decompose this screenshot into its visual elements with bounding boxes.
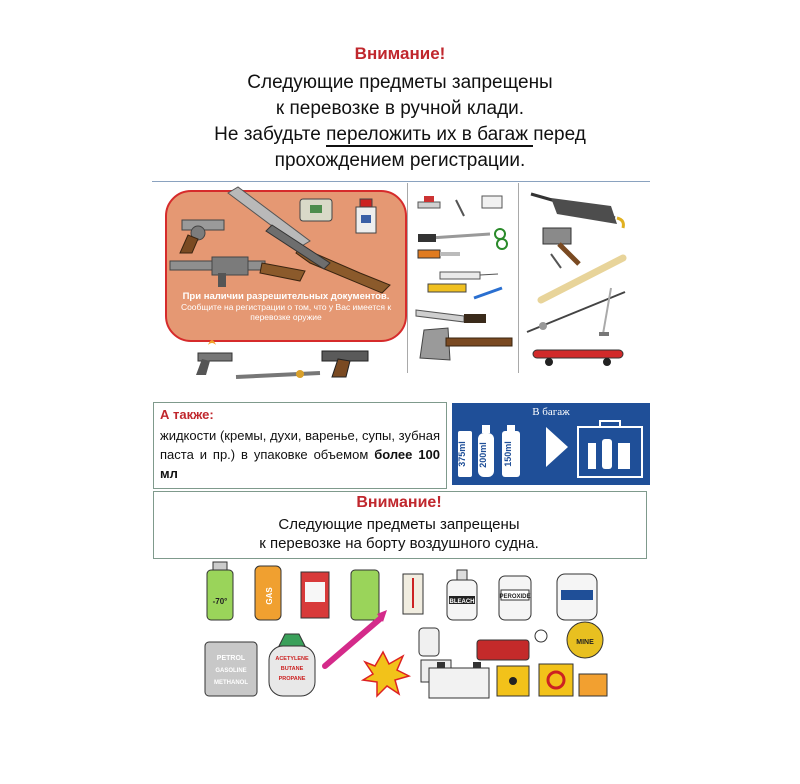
flare-pistol-icon [196, 340, 232, 375]
permit-title: При наличии разрешительных документов. [182, 291, 390, 302]
header-line-3-start: Не забудьте [214, 124, 327, 145]
petrol-canister-icon [205, 642, 257, 696]
header-line-3 [0, 122, 800, 148]
bottle-200-icon [478, 425, 494, 477]
blunt-items-illustration [521, 184, 633, 374]
peroxide-canister-icon [499, 576, 531, 620]
razor-blade-icon [482, 196, 502, 208]
weapons-illustration [160, 185, 410, 385]
bottle-150-label: 150ml [503, 441, 513, 467]
biohazard-sign-icon [539, 664, 573, 696]
explosion-icon [363, 652, 409, 696]
header-line-4-b: регистрации. [409, 150, 526, 171]
spray-can-icon [207, 562, 233, 620]
peroxide-label: PEROXIDE [499, 594, 531, 600]
bottle-375-icon [457, 431, 472, 477]
sharp-items-illustration [410, 188, 518, 373]
axe-icon [420, 328, 512, 360]
liquids-title: А также: [160, 407, 214, 422]
corkscrew-icon [456, 200, 464, 216]
umbrella-icon [531, 194, 623, 228]
on-board-line-2: к перевозке на борту воздушного судна. [259, 535, 539, 552]
hazardous-items-illustration [195, 556, 615, 706]
baggage-illustration [452, 403, 650, 485]
bottle-200-label: 200ml [478, 442, 488, 468]
bleach-label: BLEACH [449, 599, 475, 605]
header-line-3-underlined: переложить их в багаж [326, 124, 534, 145]
suitcase-icon [578, 421, 642, 477]
thermometer-icon [403, 574, 423, 614]
skateboard-icon [533, 350, 623, 366]
bottle-150-icon [502, 425, 520, 477]
on-board-warning-title: Внимание! [356, 494, 442, 511]
on-board-line-1: Следующие предметы запрещены [278, 516, 520, 533]
cutter-icon [428, 284, 466, 292]
header-warning-title: Внимание! [354, 44, 446, 63]
header-line-3-end: перед [533, 124, 586, 145]
liquids-limit: более 100 мл [160, 447, 440, 481]
gasoline-label: GASOLINE [215, 668, 247, 674]
column-divider-2 [518, 183, 519, 373]
permit-note [172, 292, 400, 322]
pocket-knife-icon [418, 196, 440, 208]
matches-icon [579, 674, 607, 696]
propane-label: PROPANE [278, 676, 306, 682]
screwdriver-icon [418, 234, 490, 242]
header-line-2: к перевозке в ручной клади. [275, 98, 525, 119]
liquids-text [160, 426, 440, 483]
gas-cylinder-icon [255, 566, 281, 620]
petrol-label: PETROL [216, 655, 246, 662]
rod-icon [236, 370, 320, 378]
dynamite-icon [477, 630, 547, 660]
butane-label: BUTANE [280, 666, 304, 672]
propane-tank-icon [269, 634, 315, 696]
carbine-icon [170, 257, 305, 287]
gas-label: GAS [265, 587, 274, 605]
arrow-right-icon [546, 427, 568, 467]
car-battery-icon [429, 662, 489, 698]
top-divider [152, 181, 650, 182]
mine-label: MINE [576, 639, 594, 646]
bottle-375-label: 375ml [457, 441, 467, 467]
header-line-4 [0, 148, 800, 174]
permit-instruction: Сообщите на регистрации о том, что у Вас имеется к перевозке оружие [180, 302, 392, 322]
taser-icon [356, 199, 376, 233]
scissors-icon [495, 229, 507, 249]
utility-knife-icon [418, 250, 460, 258]
liquids-description: жидкости (кремы, духи, варенье, супы, зубная паста и пр.) в упаковке объемом [160, 428, 440, 462]
ice-pick-icon [551, 254, 561, 268]
bleach-bottle-icon [447, 570, 477, 620]
radioactive-sign-icon [497, 666, 529, 696]
chemical-canister-icon [557, 574, 597, 620]
spray-label: -70° [212, 597, 228, 606]
stun-device-icon [300, 199, 332, 221]
revolver-icon [180, 220, 224, 253]
methanol-label: METHANOL [214, 680, 248, 686]
baggage-label: В багаж [532, 406, 570, 418]
kitchen-knife-icon [416, 310, 486, 323]
hammer-icon [543, 228, 579, 264]
landmine-icon [567, 622, 603, 658]
dart-icon [474, 288, 502, 298]
header-line-1: Следующие предметы запрещены [247, 72, 553, 93]
acetylene-label: ACETYLENE [275, 656, 309, 662]
header-line-4-a: прохождением [274, 150, 405, 171]
pistol-icon [322, 351, 368, 377]
lighter-fluid-icon [351, 570, 379, 620]
golf-club-icon [599, 288, 611, 336]
paint-can-icon [301, 572, 329, 618]
syringe-icon [440, 272, 498, 279]
